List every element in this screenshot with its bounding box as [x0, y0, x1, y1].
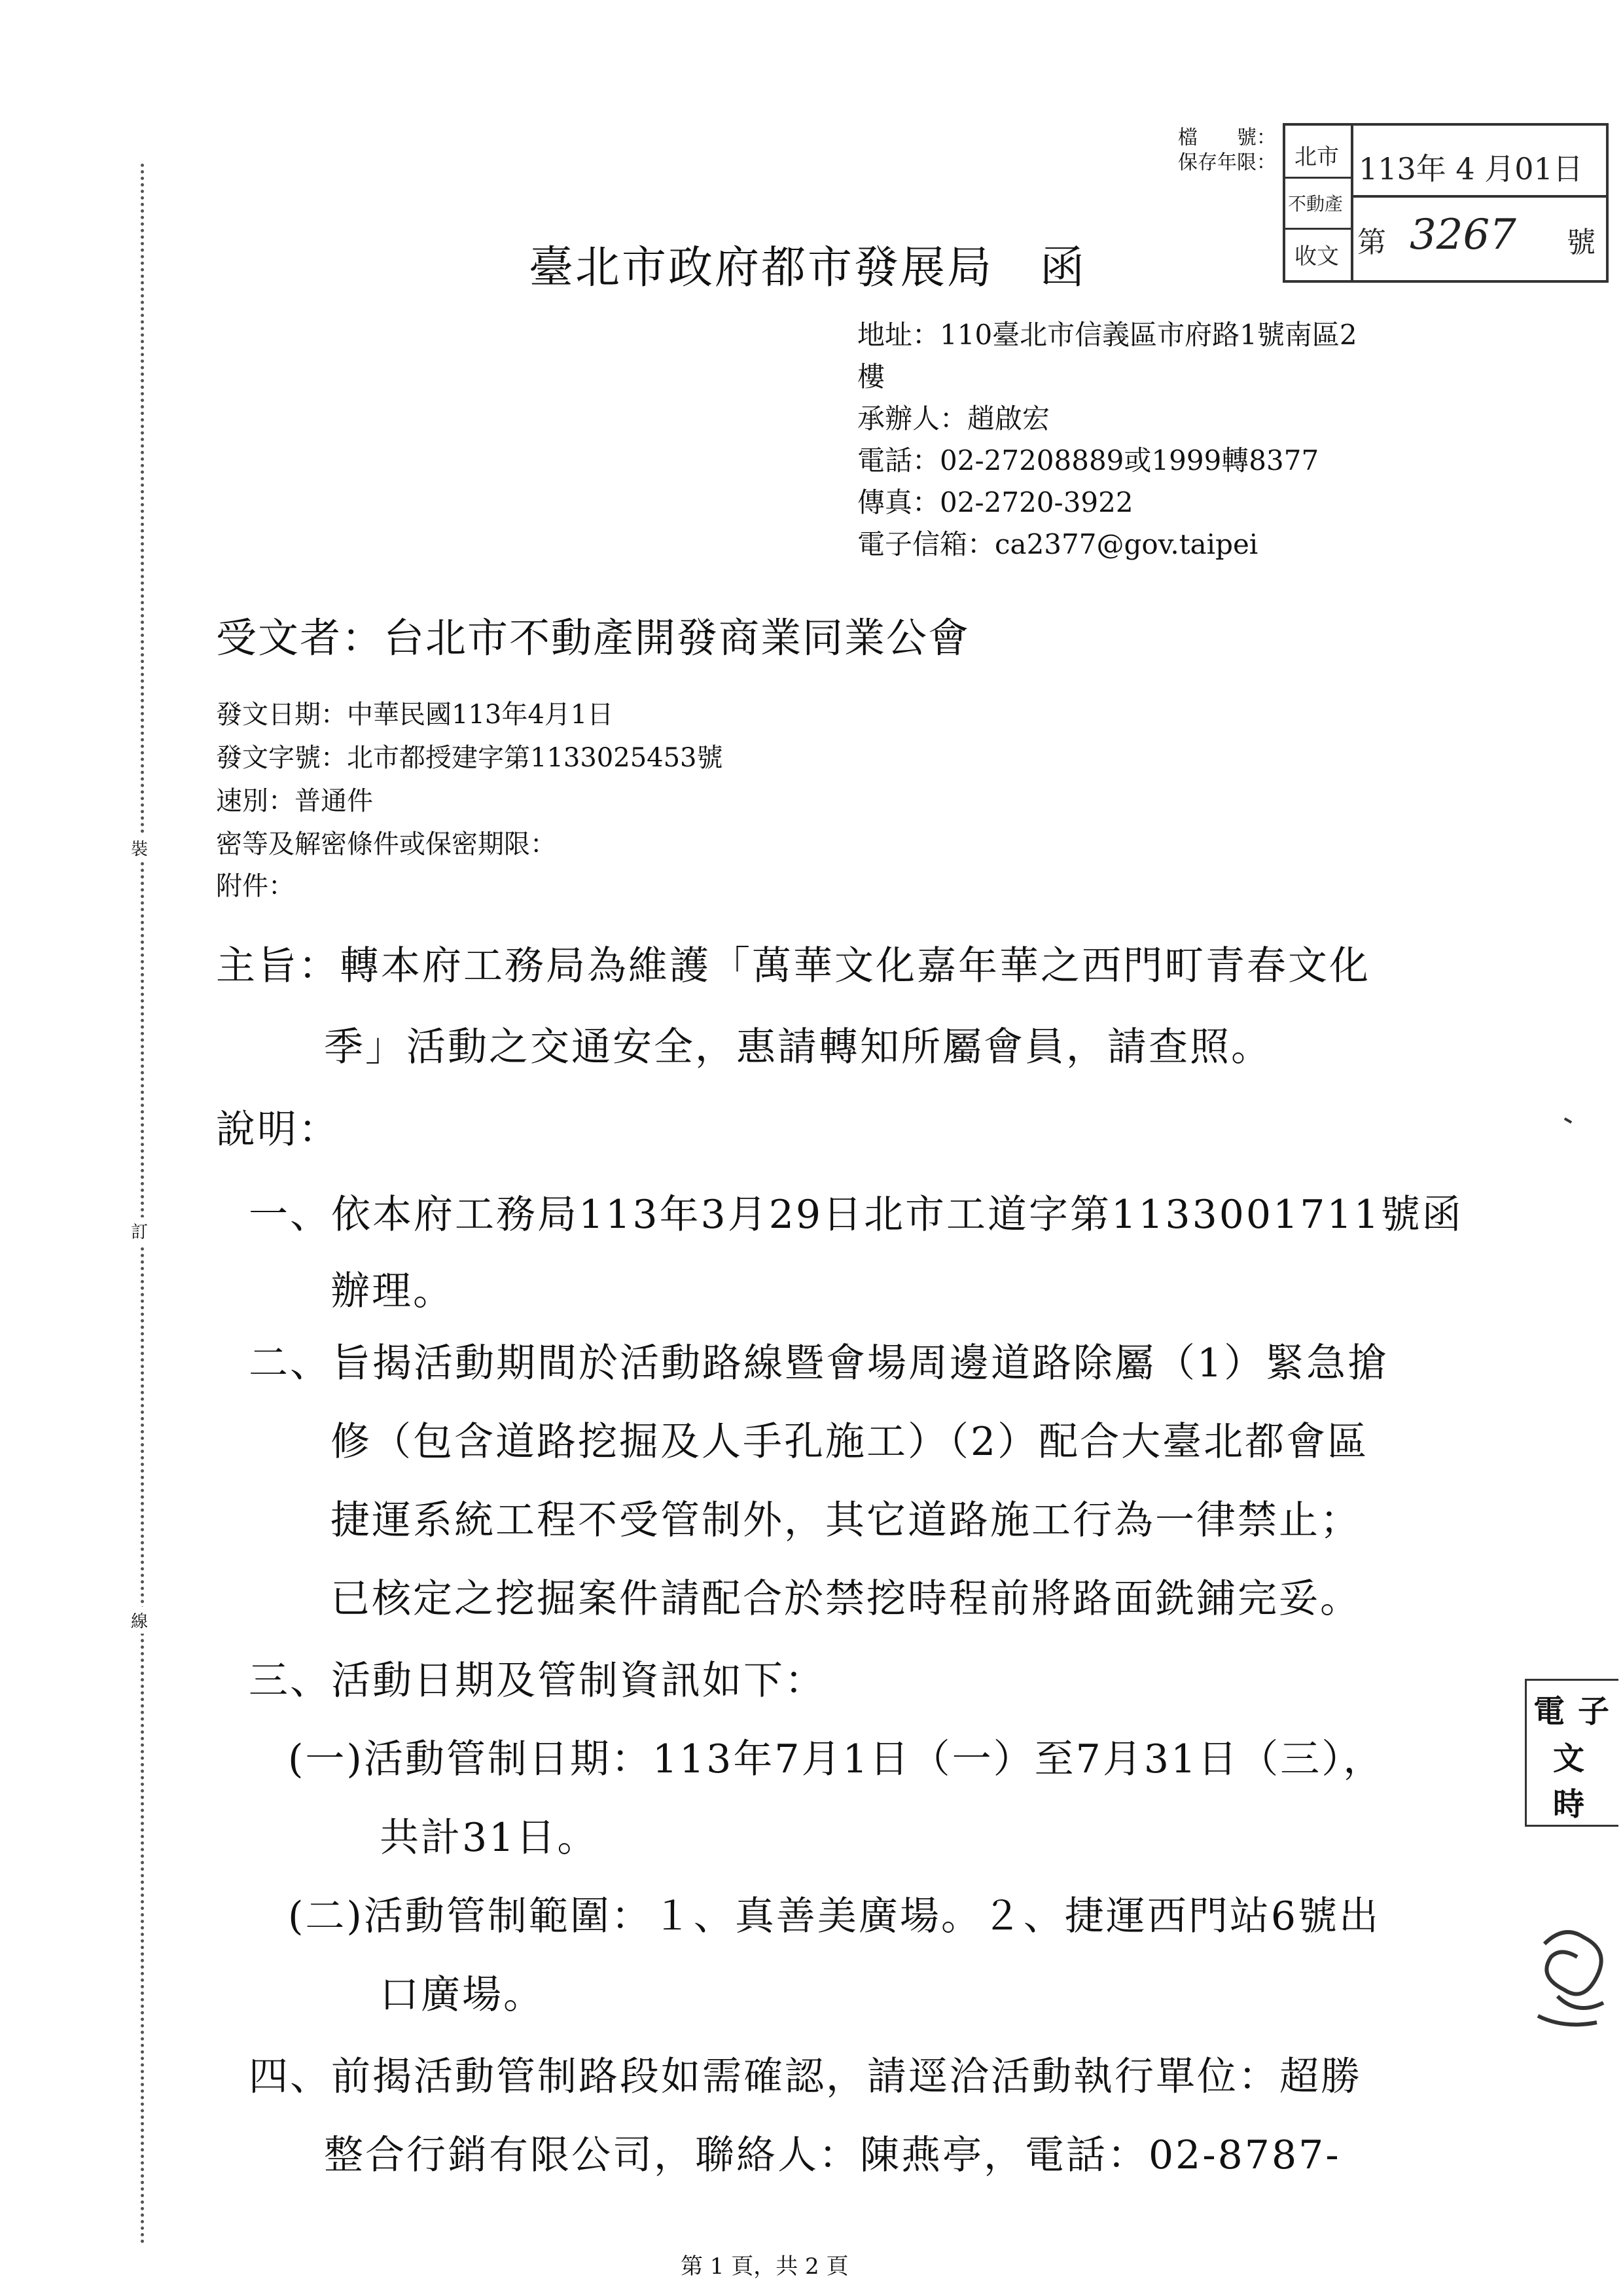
- retention-label: 保存年限：: [1178, 151, 1276, 174]
- binding-mark-xian: 線: [131, 1607, 148, 1634]
- item3a-line-1: (一)活動管制日期：113年7月1日（一）至7月31日（三），: [288, 1736, 1385, 1782]
- item1-line-2: 辦理。: [330, 1268, 454, 1314]
- item2-line-4: 已核定之挖掘案件請配合於禁挖時程前將路面銑鋪完妥。: [330, 1576, 1361, 1622]
- meta-date: 發文日期：中華民國113年4月1日: [216, 700, 614, 730]
- item1-line-1: 一、依本府工務局113年3月29日北市工道字第1133001711號函: [249, 1192, 1463, 1238]
- item3-heading: 三、活動日期及管制資訊如下：: [249, 1658, 826, 1704]
- electronic-doc-stamp: [1525, 1679, 1618, 1827]
- contact-fax: 傳真：02-2720-3922: [857, 486, 1133, 518]
- stamp-org-2: 不動產: [1288, 193, 1344, 215]
- subject-line-1: 主旨：轉本府工務局為維護「萬華文化嘉年華之西門町青春文化: [216, 943, 1370, 989]
- contact-officer: 承辦人：趙啟宏: [857, 403, 1050, 435]
- stamp-no-prefix: 第: [1357, 226, 1386, 259]
- stamp-no-suffix: 號: [1567, 226, 1596, 259]
- item3a-line-2: 共計31日。: [380, 1815, 599, 1861]
- side-stamp-char-3: 文: [1553, 1740, 1585, 1777]
- subject-line-2: 季」活動之交通安全，惠請轉知所屬會員，請查照。: [324, 1024, 1272, 1070]
- stamp-received: 收文: [1294, 243, 1339, 270]
- item3b-line-2: 口廣場。: [380, 1972, 544, 2018]
- file-info: [1126, 126, 1276, 175]
- stamp-number: 3267: [1410, 211, 1516, 259]
- document-title: 臺北市政府都市發展局 函: [529, 242, 1087, 294]
- side-stamp-char-1: 電: [1533, 1693, 1565, 1730]
- item2-line-1: 二、旨揭活動期間於活動路線暨會場周邊道路除屬（1）緊急搶: [249, 1340, 1389, 1386]
- stamp-date: 113年 4 月01日: [1359, 151, 1583, 187]
- explanation-heading: 說明：: [216, 1107, 340, 1153]
- side-stamp-char-2: 子: [1578, 1693, 1610, 1730]
- contact-address-1: 地址：110臺北市信義區市府路1號南區2: [857, 319, 1357, 351]
- contact-address-2: 樓: [857, 361, 885, 393]
- item3b-line-1: (二)活動管制範圍：１、真善美廣場。２、捷運西門站6號出: [288, 1893, 1380, 1939]
- contact-phone: 電話：02-27208889或1999轉8377: [857, 444, 1319, 476]
- stamp-scribble-icon: [1525, 1918, 1616, 2036]
- receipt-stamp: [1283, 123, 1609, 283]
- page-footer: 第 1 頁，共 2 頁: [681, 2253, 849, 2280]
- contact-email: 電子信箱：ca2377@gov.taipei: [857, 528, 1258, 560]
- stamp-org-1: 北市: [1294, 144, 1339, 170]
- meta-doc-no: 發文字號：北市都授建字第1133025453號: [216, 743, 723, 773]
- item4-line-2: 整合行銷有限公司，聯絡人：陳燕亭，電話：02-8787-: [324, 2132, 1341, 2178]
- binding-mark-ding: 訂: [131, 1217, 148, 1244]
- meta-secrecy: 密等及解密條件或保密期限：: [216, 829, 556, 859]
- side-stamp-char-4: 時: [1553, 1786, 1585, 1823]
- binding-mark-zhuang: 裝: [131, 834, 148, 861]
- meta-attachment: 附件：: [216, 871, 294, 901]
- item2-line-2: 修（包含道路挖掘及人手孔施工）（2）配合大臺北都會區: [330, 1419, 1369, 1465]
- binding-dotted-line: [141, 164, 144, 2245]
- scan-mark: [1564, 1117, 1572, 1123]
- item2-line-3: 捷運系統工程不受管制外，其它道路施工行為一律禁止；: [330, 1498, 1361, 1543]
- item4-line-1: 四、前揭活動管制路段如需確認，請逕洽活動執行單位：超勝: [249, 2054, 1362, 2100]
- meta-speed: 速別：普通件: [216, 786, 373, 816]
- file-number-label: 檔 號：: [1178, 126, 1276, 149]
- recipient: 受文者：台北市不動產開發商業同業公會: [216, 614, 971, 662]
